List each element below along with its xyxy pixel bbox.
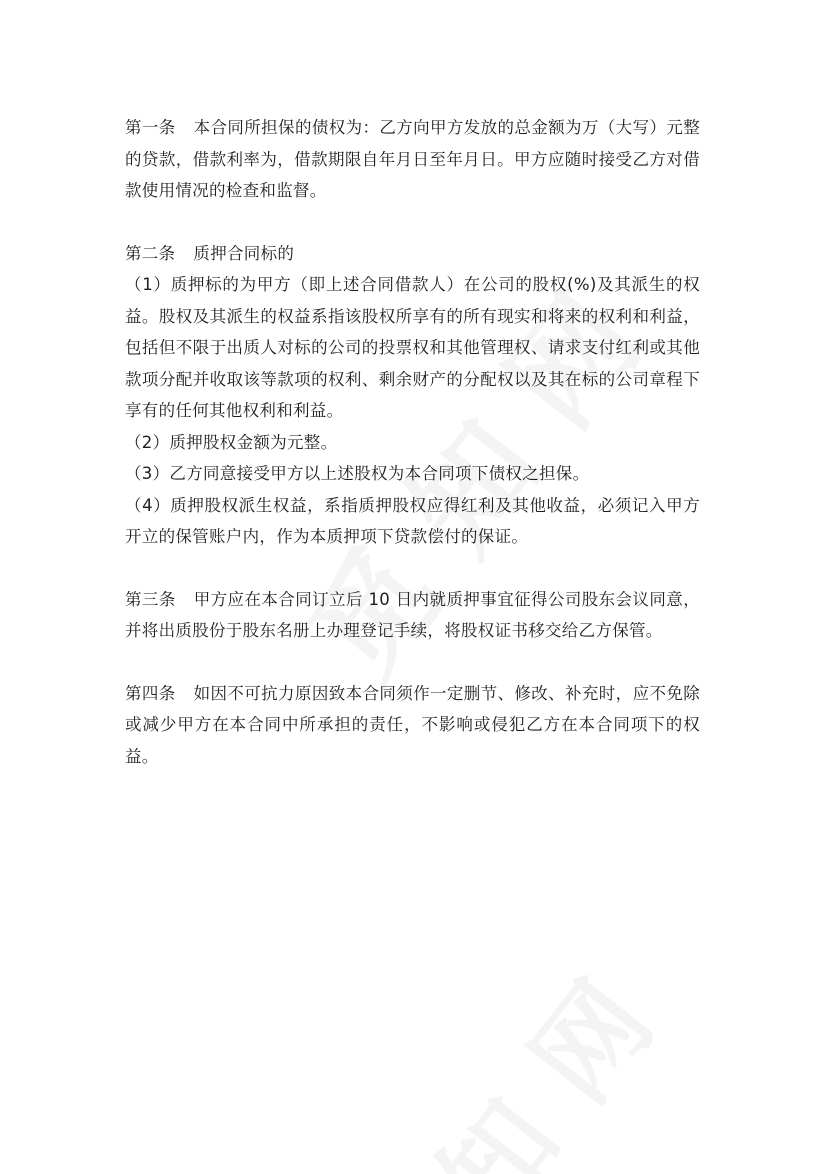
article-2-title: 质押合同标的: [193, 243, 295, 263]
article-1: [125, 112, 700, 207]
article-2-heading: [125, 238, 700, 270]
article-2-item-3: （3）乙方同意接受甲方以上述股权为本合同项下债权之担保。: [125, 464, 590, 483]
article-4: [125, 678, 700, 773]
article-2-item-4: （4）质押股权派生权益，系指质押股权应得红利及其他收益，必须记入甲方开立的保管账户内，作为本质押项下贷款偿付的保证。: [125, 495, 700, 546]
article-2-label: 第二条: [125, 243, 176, 263]
contract-body: [125, 112, 700, 772]
article-3-label: 第三条: [125, 589, 176, 609]
article-1-label: 第一条: [125, 118, 176, 137]
article-4-text: 如因不可抗力原因致本合同须作一定删节、修改、补充时，应不免除或减少甲方在本合同中所承担的责任，不影响或侵犯乙方在本合同项下的权益。: [125, 683, 701, 766]
article-1-text: 本合同所担保的债权为：乙方向甲方发放的总金额为万（大写）元整的贷款，借款利率为，借款期限自年月日至年月日。甲方应随时接受乙方对借款使用情况的检查和监督。: [125, 118, 701, 200]
watermark-bottom: [304, 913, 706, 1174]
article-3: [125, 584, 700, 647]
article-2-item-2: （2）质押股权金额为元整。: [125, 432, 338, 452]
article-3-text: 甲方应在本合同订立后 10 日内就质押事宜征得公司股东会议同意，并将出质股份于股东名册上办理登记手续，将股权证书移交给乙方保管。: [125, 589, 700, 640]
article-4-label: 第四条: [125, 683, 176, 703]
article-2-item-1: （1）质押标的为甲方（即上述合同借款人）在公司的股权(%)及其派生的权益。股权及其派生的权益系指该股权所享有的所有现实和将来的权利和利益，包括但不限于出质人对标的公司的投票权和其他管理权、请求支付红利或其他款项分配并收取该等款项的权利、剩余财产的分配权以及其在标的公司章程下享有的任何其他权利和利益。: [125, 275, 700, 420]
